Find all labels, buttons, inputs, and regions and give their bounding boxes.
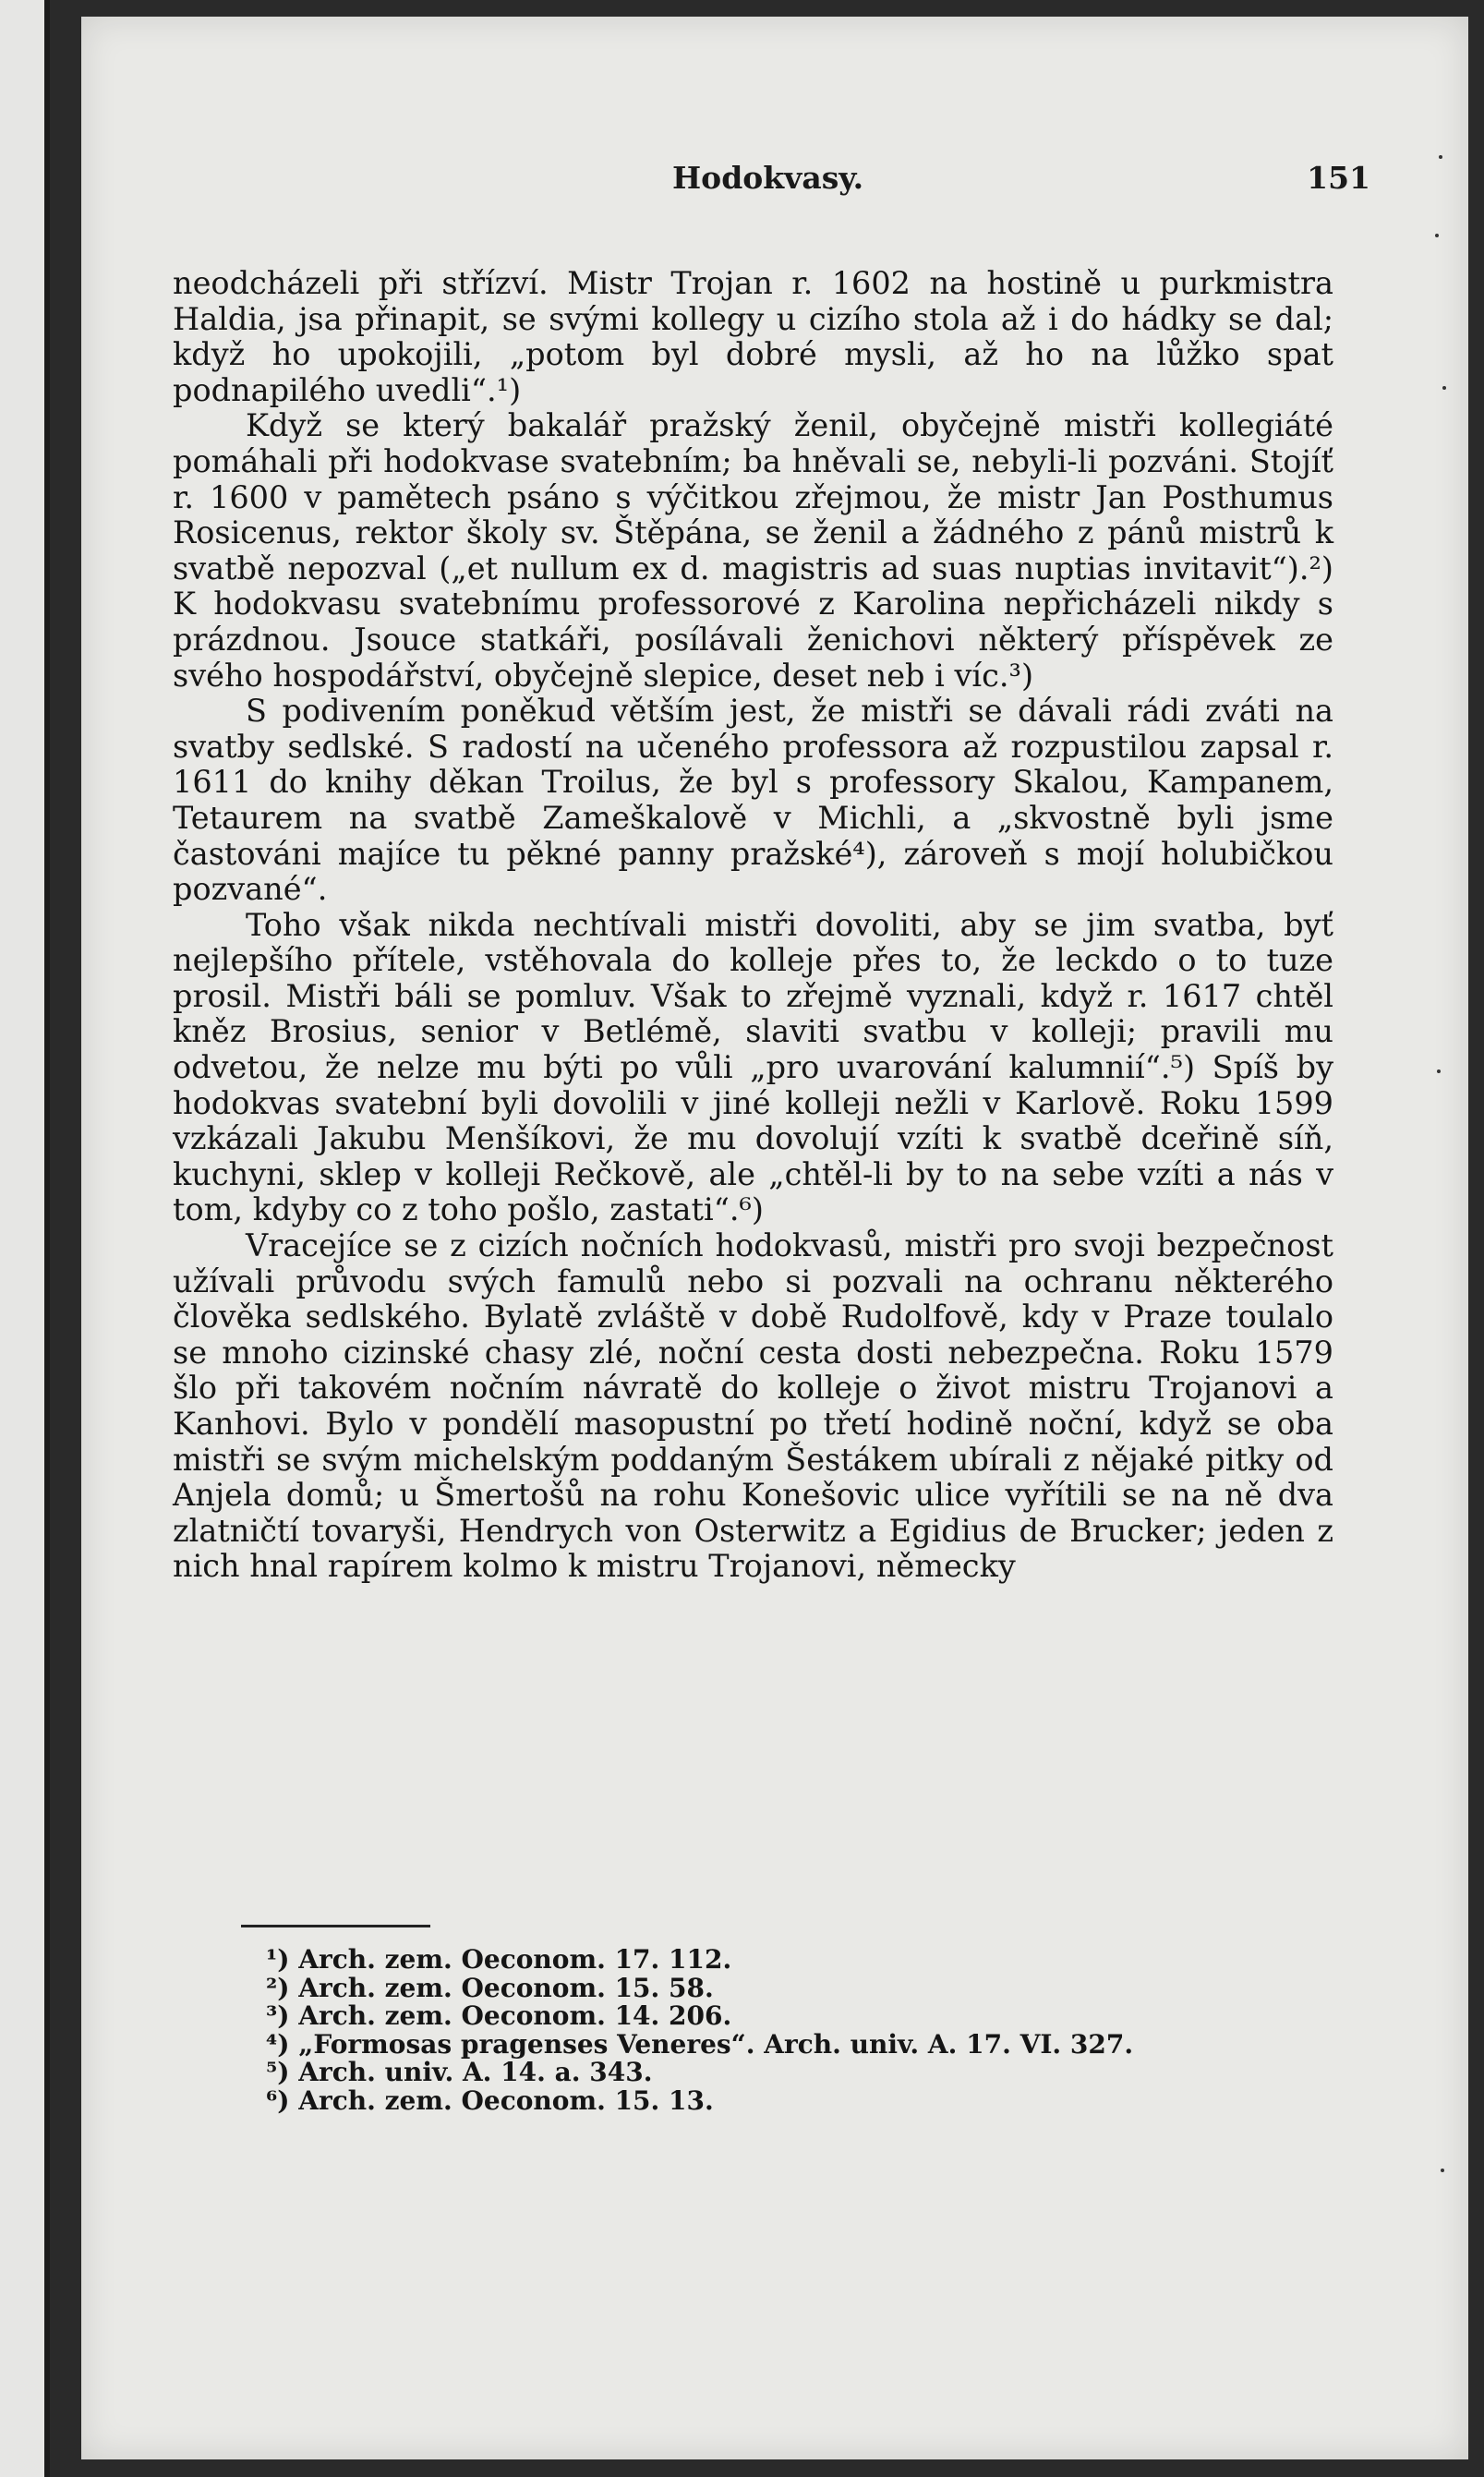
footnote-mark: ¹) — [266, 1944, 290, 1975]
scan-specks — [1431, 146, 1459, 2178]
footnote-text: Arch. zem. Oeconom. 14. 206. — [298, 2000, 732, 2031]
footnote-mark: ⁶) — [266, 2084, 290, 2116]
speck — [1439, 155, 1442, 159]
footnote-text: „Formosas pragenses Veneres“. Arch. univ. A. 17. VI. 327. — [298, 2028, 1134, 2060]
paragraph-2: Když se který bakalář pražský ženil, obyčejně mistři kollegiáté pomáhali při hodokvase svatebním; ba hněvali se, nebyli-li pozváni. Stojíť r. 1600 v pamětech psáno s výčitkou zřejmou, že mistr Jan Posthumus Rosicenus, rektor školy sv. Štěpána, se ženil a žádného z pánů mistrů k svatbě nepozval („et nullum ex d. magistris ad suas nuptias invitavit“).²) K hodokvasu svatebnímu professorové z Karolina nepřicházeli nikdy s prázdnou. Jsouce statkáři, posílávali ženichovi některý příspěvek ze svého hospodářství, obyčejně slepice, deset neb i víc.³) — [173, 407, 1333, 694]
page-header — [81, 160, 1468, 215]
footnote-5 — [266, 2059, 1300, 2087]
footnote-text: Arch. zem. Oeconom. 17. 112. — [298, 1944, 732, 1975]
body-text — [173, 266, 1333, 1585]
paragraph-4: Toho však nikda nechtívali mistři dovoliti, aby se jim svatba, byť nejlepšího přítele, vstěhovala do kolleje přes to, že leckdo o to tuze prosil. Mistři báli se pomluv. Však to zřejmě vyznali, když r. 1617 chtěl kněz Brosius, senior v Betlémě, slaviti svatbu v kolleji; pravili mu odvetou, že nelze mu býti po vůli „pro uvarování kalumnií“.⁵) Spíš by hodokvas svatební byli dovolili v jiné kolleji nežli v Karlově. Roku 1599 vzkázali Jakubu Menšíkovi, že mu dovolují vzíti k svatbě dceřině síň, kuchyni, sklep v kolleji Rečkově, ale „chtěl-li by to na sebe vzíti a nás v tom, kdyby co z toho pošlo, zastati“.⁶) — [173, 906, 1333, 1228]
footnote-1 — [266, 1946, 1300, 1975]
speck — [1435, 234, 1439, 237]
footnote-mark: ⁵) — [266, 2057, 290, 2087]
footnote-6 — [266, 2084, 1300, 2116]
page-number: 151 — [1307, 160, 1370, 196]
footnote-text: Arch. zem. Oeconom. 15. 58. — [298, 1972, 714, 2003]
footnote-mark: ³) — [266, 2000, 290, 2031]
speck — [1441, 2169, 1444, 2172]
speck — [1437, 1069, 1441, 1073]
speck — [1442, 386, 1446, 390]
running-title: Hodokvasy. — [672, 160, 864, 196]
book-page — [81, 17, 1468, 2459]
footnotes — [266, 1946, 1300, 2115]
footnote-3 — [266, 2002, 1300, 2031]
footnote-text: Arch. zem. Oeconom. 15. 13. — [298, 2084, 714, 2116]
footnote-2 — [266, 1972, 1300, 2003]
paragraph-1: neodcházeli při střízví. Mistr Trojan r. 1602 na hostině u purkmistra Haldia, jsa přinapit, se svými kollegy u cizího stola až i do hádky se dal; když ho upokojili, „potom byl dobré mysli, až ho na lůžko spat podnapilého uvedli“.¹) — [173, 265, 1333, 408]
footnote-4 — [266, 2028, 1300, 2060]
footnote-mark: ²) — [266, 1972, 290, 2003]
paragraph-5: Vracejíce se z cizích nočních hodokvasů, mistři pro svoji bezpečnost užívali průvodu svých famulů nebo si pozvali na ochranu některého člověka sedlského. Bylatě zvláště v době Rudolfově, kdy v Praze toulalo se mnoho cizinské chasy zlé, noční cesta dosti nebezpečna. Roku 1579 šlo při takovém nočním návratě do kolleje o život mistru Trojanovi a Kanhovi. Bylo v pondělí masopustní po třetí hodině noční, když se oba mistři se svým michelským poddaným Šestákem ubírali z nějaké pitky od Anjela domů; u Šmertošů na rohu Konešovic ulice vyřítili se na ně dva zlatničtí tovaryši, Hendrych von Osterwitz a Egidius de Brucker; jeden z nich hnal rapírem kolmo k mistru Trojanovi, německy — [173, 1227, 1333, 1585]
paragraph-3: S podivením poněkud větším jest, že mistři se dávali rádi zváti na svatby sedlské. S radostí na učeného professora až rozpustilou zapsal r. 1611 do knihy děkan Troilus, že byl s professory Skalou, Kampanem, Tetaurem na svatbě Zameškalově v Michli, a „skvostně byli jsme častováni majíce tu pěkné panny pražské⁴), zároveň s mojí holubičkou pozvané“. — [173, 693, 1333, 908]
footnote-text: Arch. univ. A. 14. a. 343. — [298, 2057, 653, 2087]
footnote-divider — [241, 1925, 430, 1927]
adjacent-page-edge — [0, 0, 50, 2477]
footnote-mark: ⁴) — [266, 2028, 290, 2060]
